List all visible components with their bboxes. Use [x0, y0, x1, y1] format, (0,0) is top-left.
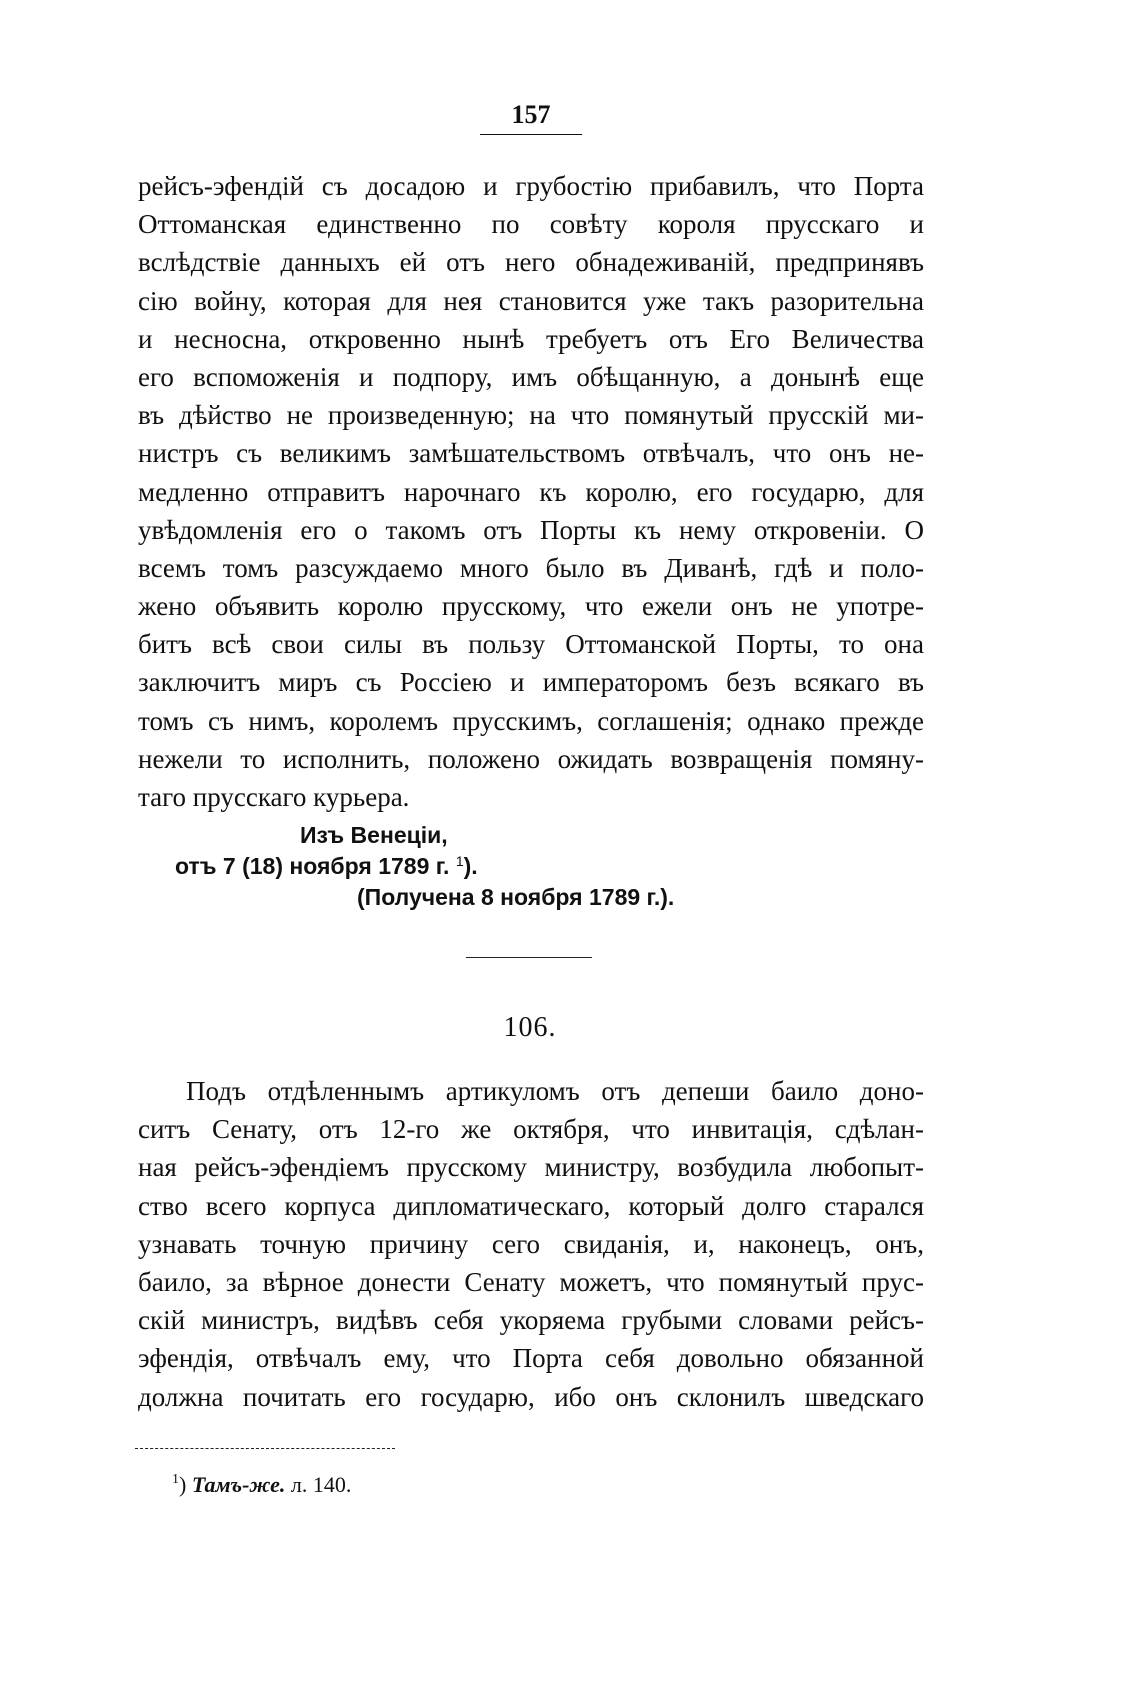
- footnote-reference-mark: 1: [455, 853, 464, 869]
- paragraph-2: [138, 1072, 924, 1416]
- footnote-reference: Тамъ-же.: [191, 1472, 286, 1497]
- text-line: увѣдомленія его о такомъ отъ Порты къ нему откровеніи. О: [138, 514, 924, 545]
- text-line: ство всего корпуса дипломатическаго, который долго старался: [138, 1190, 924, 1221]
- footnote-marker-close: ): [179, 1472, 187, 1497]
- text-line: битъ всѣ свои силы въ пользу Оттоманской Порты, то она: [138, 629, 924, 660]
- text-line: ситъ Сенату, отъ 12-го же октября, что инвитація, сдѣлан-: [138, 1114, 924, 1145]
- text-line: медленно отправитъ нарочнаго къ королю, его государю, для: [138, 476, 924, 507]
- text-line: баило, за вѣрное донести Сенату можетъ, что помянутый прус-: [138, 1266, 924, 1297]
- text-line: должна почитать его государю, ибо онъ склонилъ шведскаго: [138, 1381, 924, 1412]
- text-line: ная рейсъ-эфендіемъ прусскому министру, возбудила любопыт-: [138, 1152, 924, 1183]
- dateline-date-close: ).: [463, 853, 478, 879]
- footnote-marker: 1: [172, 1472, 179, 1487]
- text-line: таго прусскаго курьера.: [138, 782, 410, 812]
- footnote: [172, 1472, 351, 1498]
- text-line: эфендія, отвѣчалъ ему, что Порта себя довольно обязанной: [138, 1343, 924, 1374]
- text-line: и несносна, откровенно нынѣ требуетъ отъ Его Величества: [138, 323, 924, 354]
- dateline-date-text: отъ 7 (18) ноября 1789 г.: [175, 853, 450, 879]
- section-divider: [466, 957, 592, 958]
- text-line: нежели то исполнить, положено ожидать возвращенія помяну-: [138, 743, 924, 774]
- text-line: нистръ съ великимъ замѣшательствомъ отвѣчалъ, что онъ не-: [138, 438, 924, 469]
- text-line: жено объявить королю прусскому, что ежели онъ не употре-: [138, 591, 924, 622]
- text-line: вслѣдствіе данныхъ ей отъ него обнадеживаній, предпринявъ: [138, 247, 924, 278]
- text-line: томъ съ нимъ, королемъ прусскимъ, соглашенія; однако прежде: [138, 705, 924, 736]
- dateline-place: Изъ Венеціи,: [300, 822, 448, 848]
- text-line: Подъ отдѣленнымъ артикуломъ отъ депеши баило доно-: [186, 1076, 924, 1106]
- text-line: скій министръ, видѣвъ себя укоряема грубыми словами рейсъ-: [138, 1305, 924, 1336]
- dateline-received: (Получена 8 ноября 1789 г.).: [357, 884, 675, 910]
- footnote-locator: л. 140.: [290, 1472, 352, 1497]
- text-line: узнавать точную причину сего свиданія, и, наконецъ, онъ,: [138, 1228, 924, 1259]
- text-line: заключитъ миръ съ Россіею и императоромъ безъ всякаго въ: [138, 667, 924, 698]
- text-line: всемъ томъ разсуждаемо много было въ Диванѣ, гдѣ и поло-: [138, 552, 924, 583]
- text-line: Оттоманская единственно по совѣту короля прусскаго и: [138, 209, 924, 240]
- document-number: 106.: [503, 1012, 557, 1043]
- text-line: его вспоможенія и подпору, имъ обѣщанную, а донынѣ еще: [138, 361, 924, 392]
- footnote-divider: [135, 1448, 395, 1449]
- dateline-date: [175, 853, 478, 880]
- page-number: 157: [480, 100, 582, 135]
- text-line: сію войну, которая для нея становится уже такъ разорительна: [138, 285, 924, 316]
- paragraph-1: [138, 167, 924, 816]
- text-line: рейсъ-эфендій съ досадою и грубостію прибавилъ, что Порта: [138, 171, 924, 201]
- text-line: въ дѣйство не произведенную; на что помянутый прусскій ми-: [138, 400, 924, 431]
